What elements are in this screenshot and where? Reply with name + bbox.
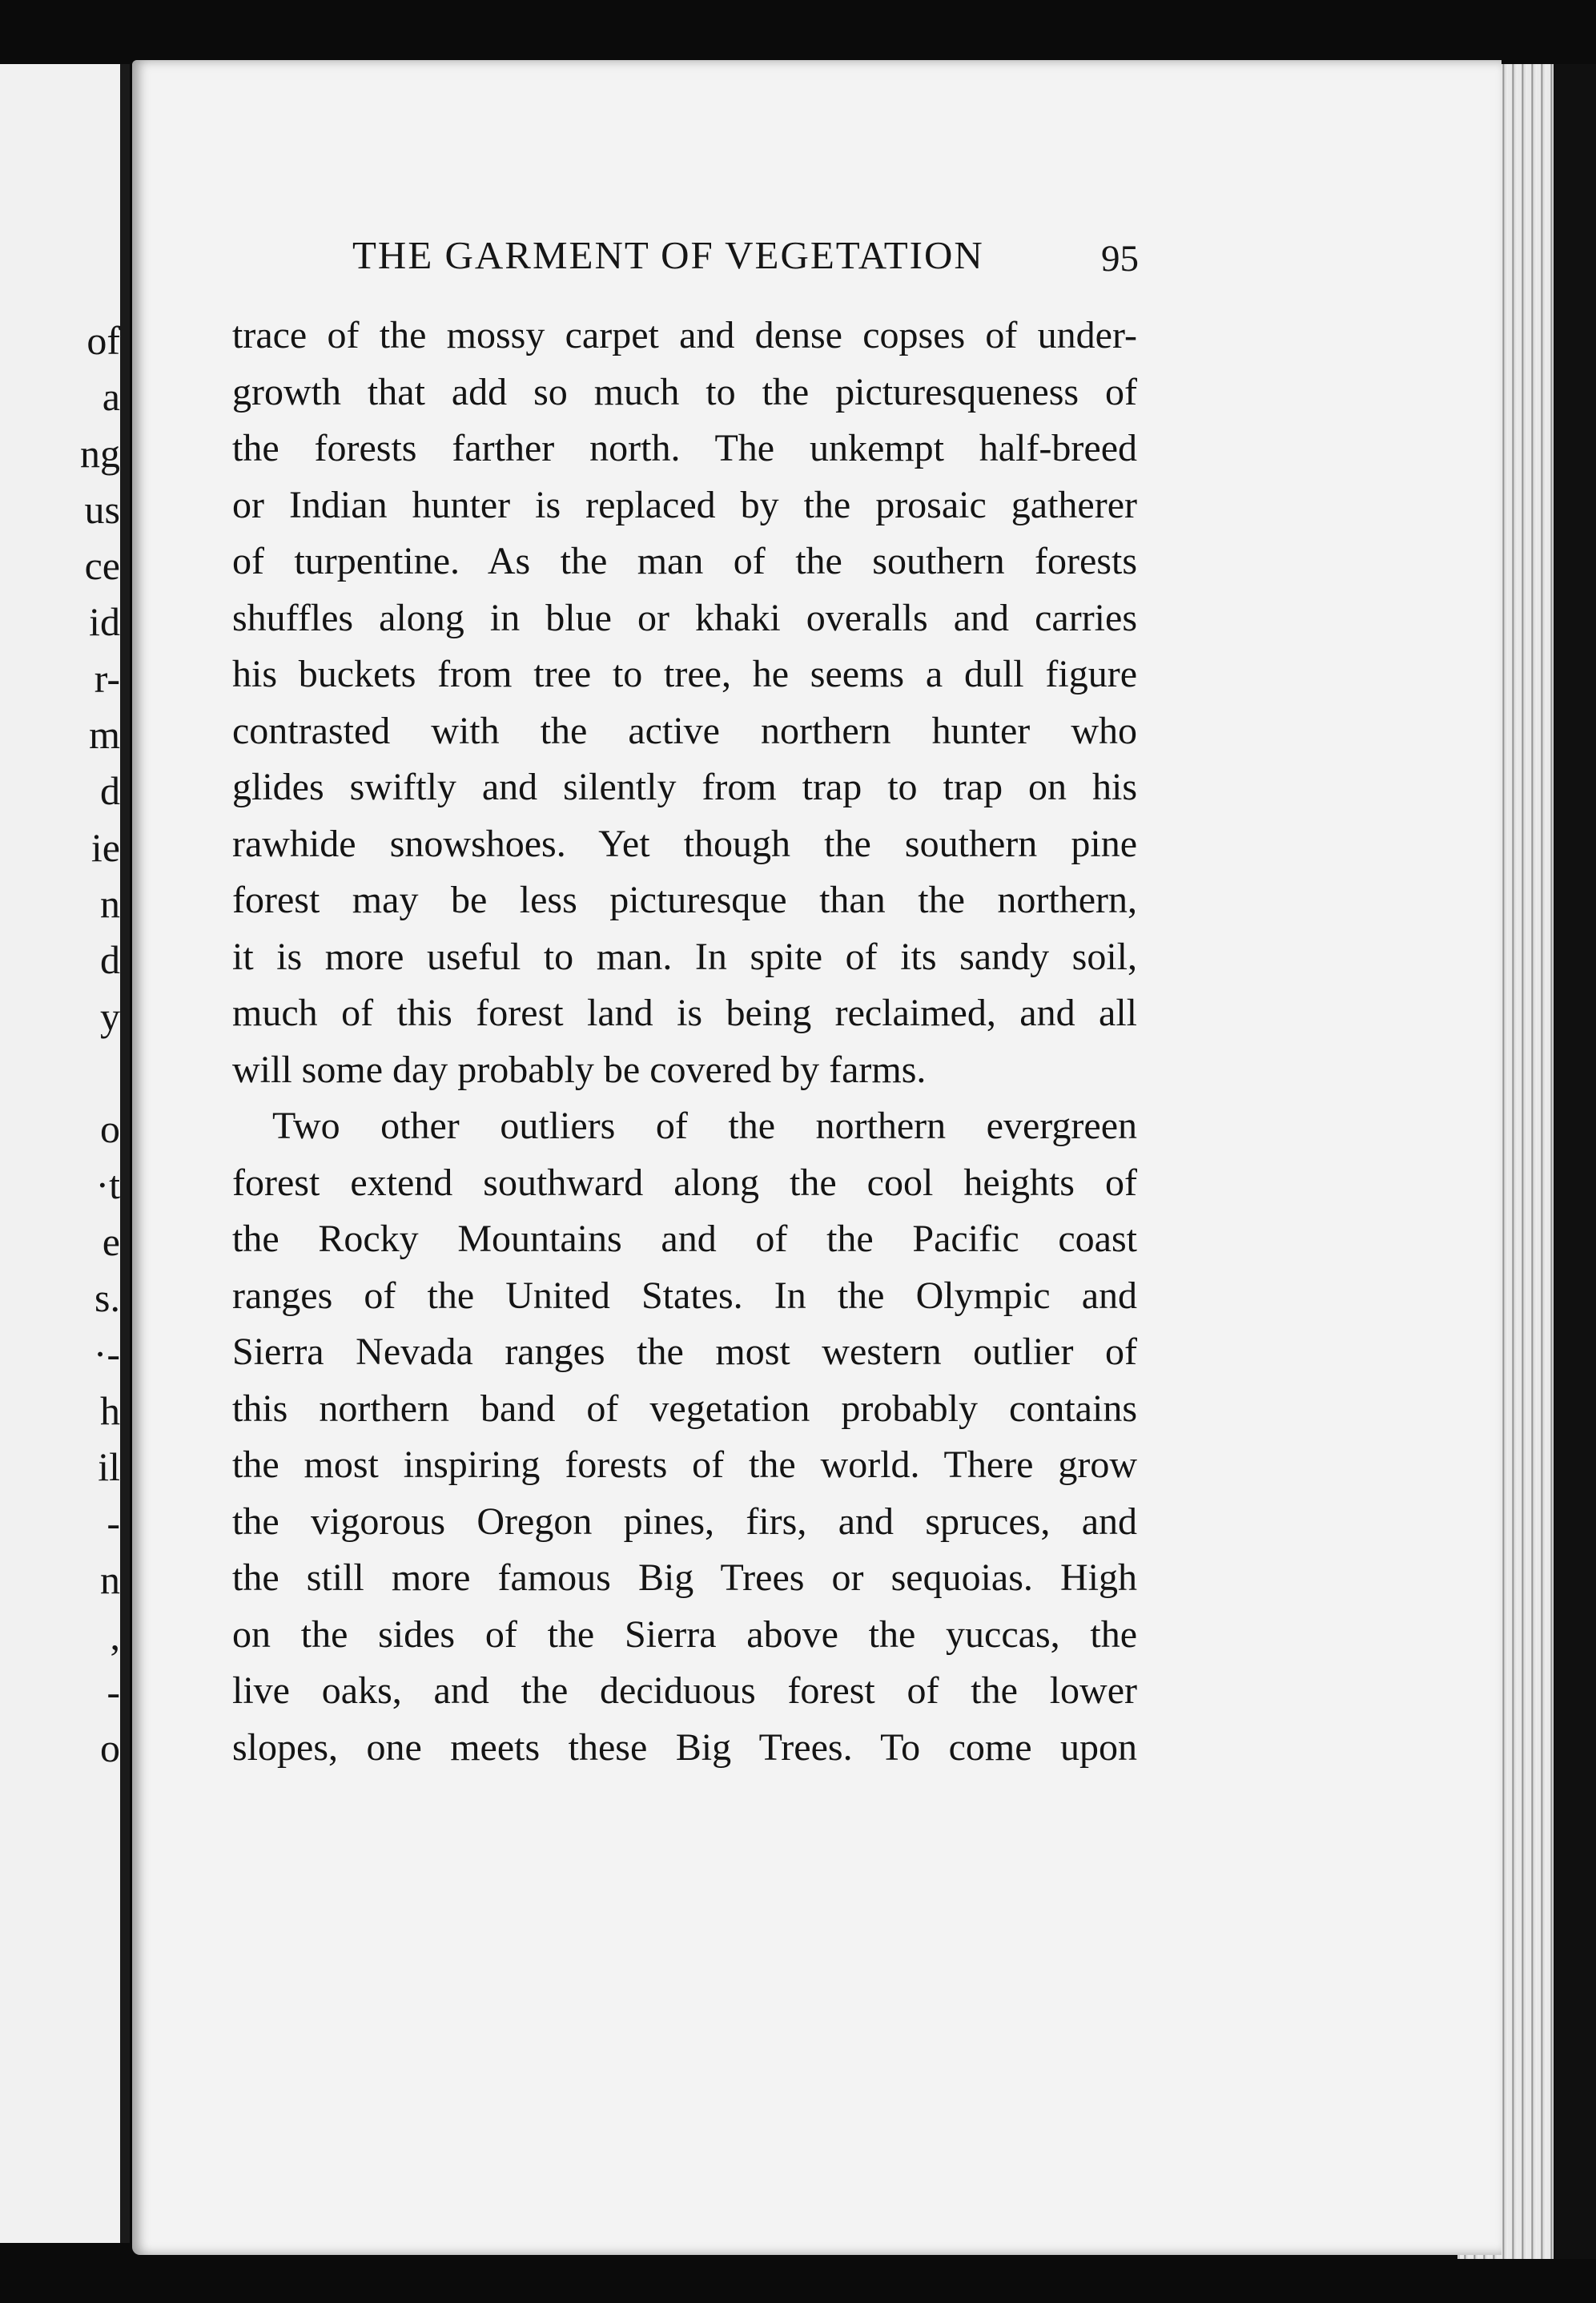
text-line: it is more useful to man. In spite of its sandy soil, [232,935,1137,978]
left-fragment: m [89,712,120,758]
left-fragment: - [107,1500,120,1546]
text-line: slopes, one meets these Big Trees. To come upon [232,1725,1137,1769]
scan-border-right [1554,64,1596,2259]
left-fragment: n [100,1556,120,1602]
text-line: forest may be less picturesque than the northern, [232,879,1137,921]
text-line: contrasted with the active northern hunter who [232,709,1137,752]
text-line: rawhide snowshoes. Yet though the southern pine [232,822,1137,865]
left-fragment: e [102,1218,120,1264]
text-line: Sierra Nevada ranges the most western outlier of [232,1331,1137,1373]
text-line: ranges of the United States. In the Olympic and [232,1274,1137,1317]
text-line: forest extend southward along the cool heights of [232,1161,1137,1204]
text-line: of turpentine. As the man of the southern forests [232,540,1137,582]
text-line: the still more famous Big Trees or sequoias. High [232,1556,1137,1599]
left-fragment: s. [94,1275,120,1321]
left-fragment [0,1045,120,1101]
left-fragment: a [102,374,120,420]
left-fragment: - [107,1669,120,1715]
text-line: on the sides of the Sierra above the yuccas, the [232,1613,1137,1656]
text-line: trace of the mossy carpet and dense copses of under- [232,314,1137,356]
left-fragment: n [100,880,120,926]
left-fragment: ng [80,430,120,476]
left-fragment: us [84,486,120,532]
text-line: the most inspiring forests of the world. There grow [232,1443,1137,1486]
left-fragment: o [100,1106,120,1152]
left-fragment: y [100,993,120,1039]
paragraph [232,1098,1137,1776]
left-fragment: ·- [93,1331,120,1377]
text-line: the Rocky Mountains and of the Pacific coast [232,1218,1137,1260]
text-line: the forests farther north. The unkempt half-breed [232,427,1137,469]
text-line: Two other outliers of the northern evergreen [272,1105,1137,1147]
text-line: the vigorous Oregon pines, firs, and spruces, and [232,1500,1137,1543]
left-fragment: of [86,318,120,363]
left-fragment: ce [84,543,120,589]
left-fragment: id [89,599,120,645]
left-fragment: il [98,1443,120,1489]
page-number: 95 [1101,238,1139,280]
left-page-text-fragments [0,312,120,1777]
left-fragment: d [100,768,120,814]
left-fragment: r- [94,655,120,701]
left-fragment: , [110,1613,120,1658]
text-line: shuffles along in blue or khaki overalls and carries [232,596,1137,639]
left-fragment: ie [90,824,120,870]
text-line: live oaks, and the deciduous forest of the lower [232,1669,1137,1712]
left-fragment: h [100,1387,120,1433]
running-title: THE GARMENT OF VEGETATION [352,233,984,277]
text-line: or Indian hunter is replaced by the prosaic gatherer [232,483,1137,526]
text-line: will some day probably be covered by farms. [232,1048,927,1091]
body-text [232,308,1137,1776]
left-fragment: o [100,1725,120,1771]
text-line: glides swiftly and silently from trap to trap on his [232,766,1137,808]
page-header [352,232,1153,278]
left-fragment: d [100,937,120,983]
text-line: his buckets from tree to tree, he seems a dull figure [232,653,1137,695]
left-facing-page [0,64,130,2243]
text-line: this northern band of vegetation probably contains [232,1387,1137,1430]
text-line: growth that add so much to the picturesqueness of [232,370,1137,413]
paragraph [232,308,1137,1098]
left-fragment: ·t [95,1162,120,1208]
text-line: much of this forest land is being reclaimed, and all [232,992,1137,1034]
